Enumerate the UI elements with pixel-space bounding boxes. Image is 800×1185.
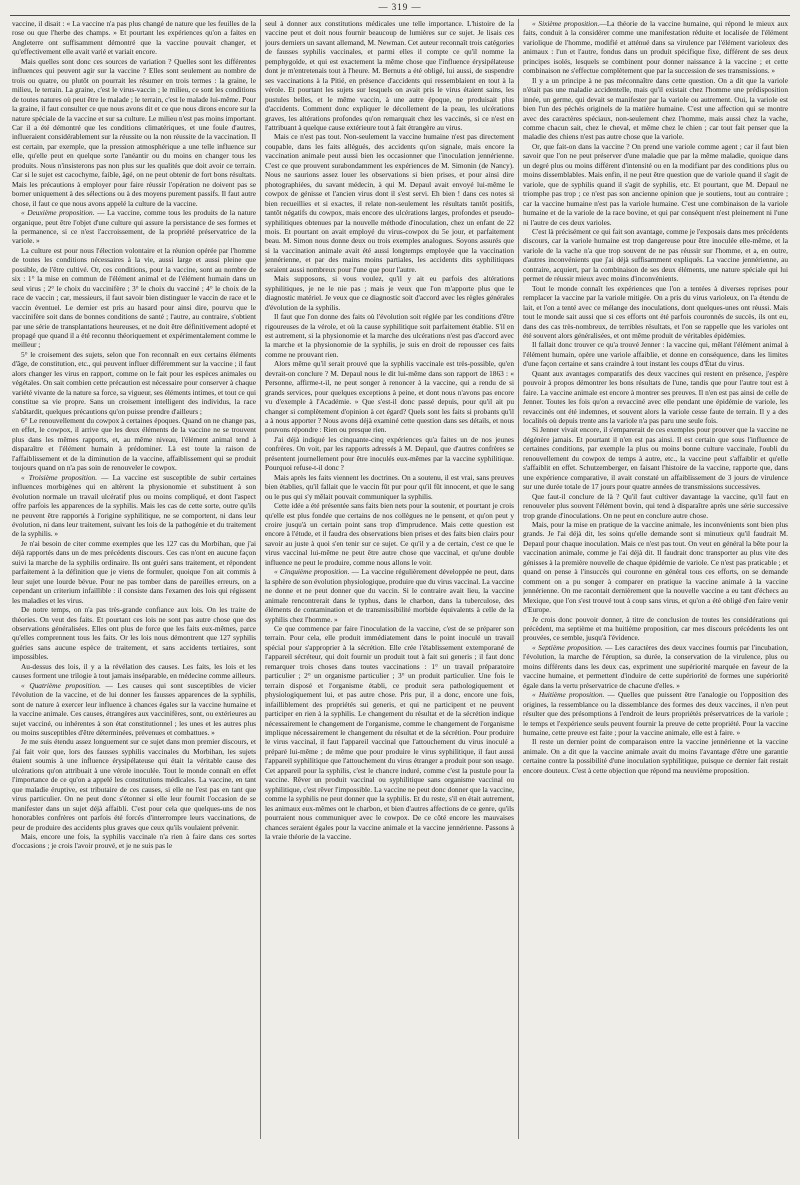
paragraph: Mais après les faits viennent les doctrines. On a soutenu, il est vrai, sans preuves bien établies, qu'il fallait que le vaccin fût pur pour qu'il fût innocent, et que le sang ou le pus qui s'y mêlait pouvait communiquer la syphilis. <box>265 472 514 501</box>
paragraph: Au-dessus des lois, il y a la révélation des causes. Les faits, les lois et les causes forment une trilogie à tout jamais inséparable, en médecine comme ailleurs. <box>12 661 256 681</box>
paragraph: seul à donner aux constitutions médicales une telle importance. L'histoire de la vaccine peut et doit nous fournir beaucoup de lumières sur ce sujet. Je lisais ces jours derniers un savant allemand, M. Newman. Cet auteur reconnaît trois catégories de fausses syphilis vaccinales, et parmi elles il compte ce qu'il nomme la pemphygoïde, et qui est exactement la même chose que l'influence érysipélateuse dont je m'entretenais tout à l'heure. M. Bernuts a été obligé, lui aussi, de suspendre ses vaccinations à la Pitié, en présence d'accidents qui ressemblaient en tout à la vérole. Et pourtant les sujets sur lesquels on avait pris le virus étaient sains, les pustules belles, et le même vaccin, à une autre époque, ne produisait plus d'accidents. Comment donc expliquer le décollement de la peau, les ulcérations graves, les altérations profondes qu'on remarquait chez les vaccinés, si ce n'est en l'attribuant à quelque cause extérieure tout à fait étrangère au virus. <box>265 19 514 132</box>
paragraph: Or, que fait-on dans la vaccine ? On prend une variole comme agent ; car il faut bien savoir que l'on ne peut préserver d'une maladie que par la même maladie, quoique dans un degré plus ou moins différent d'intensité ou en la modifiant par des conditions plus ou moins dissemblables. Mais enfin, il ne peut être question que de variole quand il s'agit de variole, que de syphilis quand il s'agit de syphilis, etc. Et pourtant, que M. Depaul ne triomphe pas trop ; ce n'est pas son ancienne opinion que je soutiens, tout au contraire ; car la vaccine humaine n'est pas la variole humaine. C'est une combinaison de la variole humaine et de la variole de la race bovine, et qui par conséquent n'est pleinement ni l'une ni l'autre de ces deux varioles. <box>523 141 788 227</box>
paragraph: Mais supposons, si vous voulez, qu'il y ait eu parfois des altérations syphilitiques, je ne le nie pas ; mais je veux que l'on m'apporte plus que le diagnostic matériel. Je veux que ce diagnostic soit d'accord avec les règles générales d'évolution de la syphilis. <box>265 274 514 312</box>
header-rule <box>10 15 790 16</box>
paragraph: Ce que commence par faire l'inoculation de la vaccine, c'est de se préparer son terrain. Pour cela, elle produit immédiatement dans le point inoculé un travail spécial pour s'approprier à la sécrétion. Elle crée l'établissement extemporané de l'appareil sécréteur, qui doit fournir un produit tout à fait sui generis ; il faut donc remarquer trois choses dans toutes vaccinations : 1° un travail préparatoire particulier ; 2° un organisme particulier ; 3° un produit particulier. Une fois le terrain disposé et l'organisme établi, ce produit sera pathologiquement et physiologiquement lui, et pas autre chose. Pris pur, il a donc, encore une fois, infailliblement des propriétés sui generis, et qui ne participent et ne peuvent participer en rien à la syphilis. Le changement du résultat et de la sécrétion indique nécessairement le changement de l'organisme, comme le changement de l'organisme implique nécessairement le changement du résultat et de la sécrétion. Pour produire le virus vaccinal, il faut l'appareil vaccinal que l'attouchement du virus inoculé a préparé lui-même ; de même que pour produire le virus syphilitique, il faut aussi l'appareil syphilitique que l'attouchement du virus étranger a produit pour son usage. Cet appareil pour la syphilis, c'est le chancre induré, comme c'est la pustule pour la vaccine. Rêver un produit vaccinal ou syphilitique sans organisme vaccinal ou syphilitique, c'est rêver l'impossible. La vaccine ne peut donc donner que la vaccine, comme la syphilis ne peut donner que la syphilis. Et du reste, s'il en était autrement, les animaux eux-mêmes ont le charbon, et bien d'autres affections de ce genre, qu'ils pourraient nous communiquer avec le cowpox. De ce côté encore les mauvaises chances seraient égales pour la vaccine animale et la vaccine jennérienne. Passons à la vraie théorie de la vaccine. <box>265 624 514 841</box>
paragraph: 5° le croisement des sujets, selon que l'on reconnaît en eux certains éléments d'âge, de constitution, etc., qui peuvent influer différemment sur la vaccine ; il faut alors changer les virus en rapport, comme on le fait pour les espèces animales ou végétales. On sait combien cette précaution est nécessaire pour conserver à chaque variété vivante de la nature sa force, sa vigueur, ses éléments intimes, et tout ce qui constitue sa vie propre. Sans un croisement intelligent des individus, la race s'abâtardit, quelques précautions qu'on puisse prendre d'ailleurs ; <box>12 349 256 416</box>
paragraph: Cette idée a été présentée sans faits bien nets pour la soutenir, et pourtant je crois qu'elle est plus fondée que certains de nos collègues ne le pensent, et qu'on peut y croire jusqu'à un certain point sans trop d'imprudence. Mais cette question est encore à l'étude, et il faudra des observations bien prises et des faits bien clairs pour savoir au juste à quoi s'en tenir sur ce sujet. Ce qu'il y a de certain, c'est ce que le virus vaccinal lui-même ne peut être autre chose que vaccinal, et qu'une double influence ne peut le produire, comme nous allons le voir. <box>265 501 514 567</box>
paragraph: Il y a un principe à ne pas méconnaître dans cette question. On a dit que la variole n'était pas une maladie accidentelle, mais qu'il existait chez l'homme une prédisposition innée, un germe, qui devait se manifester par la variole ou autrement. Oui, la variole est bien l'un des péchés originels de la matière humaine. C'est une affection qui se montre avec des caractères spéciaux, non-seulement chez l'homme, mais aussi chez la vache, comme chacun sait, chez le cheval, et même chez le chien ; car tout fait penser que la maladie des chiens n'est pas autre chose que la variole. <box>523 75 788 142</box>
proposition-paragraph <box>523 19 788 76</box>
proposition-text: — Les caractères des deux vaccines fournis par l'incubation, l'évolution, la marche de l'éruption, sa durée, la conservation de la virulence, plus ou moins différents dans les deux cas, expriment une supériorité marquée en faveur de la vaccine humaine, et permettent d'induire de cette supériorité de formes une supériorité égale dans la vertu préservatrice de chacune d'elles. » <box>523 642 788 690</box>
proposition-label: « Cinquième proposition. <box>274 567 350 577</box>
proposition-paragraph <box>12 473 256 539</box>
paragraph: Quant aux avantages comparatifs des deux vaccines qui restent en présence, j'espère pouvoir à propos démontrer les bons résultats de l'une, tandis que pour l'autre tout est à faire. La vaccine animale est encore à montrer ses preuves. Il n'en est pas ainsi de celle de Jenner. Toutes les fois qu'on a revacciné avec elle pendant une épidémie de variole, les revaccinés ont été indemnes, et souvent alors la variole cesse faute de terrain. Il y a des localités où depuis trente ans la variole n'a pas paru une seule fois. <box>523 368 788 426</box>
proposition-paragraph <box>12 681 256 738</box>
paragraph: Il faut que l'on donne des faits où l'évolution soit réglée par les conditions d'être rigoureuses de la vérole, et où la cause syphilitique soit parfaitement établie. S'il en est autrement, si la physionomie et la marche des ulcérations n'est pas d'accord avec la marche et la physionomie de la syphilis, je suis en droit de repousser ces faits comme ne prouvant rien. <box>265 312 514 359</box>
paragraph: Mais ce n'est pas tout. Non-seulement la vaccine humaine n'est pas directement coupable, dans les faits allégués, des accidents qu'on signale, mais encore la vaccination animale peut aussi bien les occasionner que l'inoculation jennérienne. C'est ce que prouvent surabondamment les expériences de M. Simonin (de Nancy). Nous ne saurions assez louer les observations si bien prises, et pour ainsi dire photographiées, du savant médecin, à qui M. Depaul avait envoyé lui-même le cowpox de génisse et l'ancien virus dont il s'est servi. Eh bien ! dans ces notes si bien recueillies et si exactes, il relate non-seulement les résultats tantôt positifs, tantôt négatifs du cowpox, mais encore des ulcérations larges, profondes et pseudo-syphilitiques obtenues par la nouvelle méthode d'inoculation, chez un enfant de 22 mois. Et pourtant on avait employé du virus-cowpox du 5e jour, et parfaitement beau. M. Simon nous donne deux ou trois exemples analogues. Soyons assurés que si la vaccination animale avait été aussi longtemps employée que la vaccination jennérienne, et par des mains moins partiales, les accidents dits syphilitiques seraient aussi nombreux pour l'une que pour l'autre. <box>265 132 514 274</box>
paragraph: Je crois donc pouvoir donner, à titre de conclusion de toutes les considérations qui précèdent, ma septième et ma huitième proposition, car mes discours précédents les ont prouvées, ce semble, jusqu'à l'évidence. <box>523 614 788 643</box>
proposition-label: « Huitième proposition. <box>532 690 605 700</box>
proposition-label: « Septième proposition. <box>532 642 603 652</box>
page-number: — 319 — <box>378 2 422 12</box>
proposition-paragraph <box>265 567 514 624</box>
paragraph: Mais, encore une fois, la syphilis vaccinale n'a rien à faire dans ces sortes d'occasions ; je crois l'avoir prouvé, et je ne suis pas le <box>12 831 256 851</box>
paragraph: Il reste un dernier point de comparaison entre la vaccine jennérienne et la vaccine animale. On a dit que la vaccine animale avait du moins l'avantage d'être une garantie certaine contre la possibilité d'une inoculation syphilitique, puisque ce dernier fait restait encore douteux. C'est à cette objection que répond ma neuvième proposition. <box>523 737 788 775</box>
proposition-paragraph <box>523 690 788 737</box>
paragraph: La culture est pour nous l'élection volontaire et la réunion opérée par l'homme de toutes les conditions nécessaires à la vie, aussi large et aussi pleine que possible, de l'être cultivé. Or, ces conditions, pour la vaccine, sont au nombre de six : 1° la mise en commun de l'élément animal et de l'élément humain dans un seul virus ; 2° le choix du vaccinifère ; 3° le choix du vacciné ; 4° le choix de la race de vaccin ; car, messieurs, il faut savoir bien distinguer le vaccin de race et le vaccin éventuel. Le dernier est pris au hasard pour ainsi dire, pourvu que le vaccinifère soit dans de bonnes conditions de santé ; l'autre, au contraire, s'obtient par une série de transplantations heureuses, et ne doit être définitivement adopté et propagé que quand il a été reconnu théoriquement et expérimentalement comme le meilleur ; <box>12 245 256 350</box>
paragraph: Que faut-il conclure de là ? Qu'il faut cultiver davantage la vaccine, qu'il faut en renouveler plus souvent l'élément bovin, qui tend à disparaître après une série successive trop grande d'inoculations. On ne peut en conclure autre chose. <box>523 491 788 520</box>
column-divider <box>260 19 261 1139</box>
paragraph: 6° Le renouvellement du cowpox à certaines époques. Quand on ne change pas, en effet, le cowpox, il arrive que les deux éléments de la vaccine ne se trouvent plus dans les mêmes rapports, et, au même niveau, l'élément animal tend à disparaître et l'élément humain à prédominer. Là est toute la raison de l'affaiblissement et de la diminution de la vaccine, affaiblissement qui se produit toujours quand on n'a pas soin de renouveler le cowpox. <box>12 416 256 473</box>
paragraph: Je n'ai besoin de citer comme exemples que les 127 cas du Morbihan, que j'ai déjà rapportés dans un de mes précédents discours. Ces cas n'ont en aucune façon suivi la marche de la syphilis ordinaire. Ils ont guéri sans traitement, et répondent parfaitement à la définition que je viens de formuler, quoique l'on ait commis à leur sujet une lourde bévue. Pour ne pas tomber dans de pareilles erreurs, on a cependant un criterium infaillible : il consiste dans l'examen des lois qui régissent les maladies et les virus. <box>12 538 256 605</box>
proposition-paragraph <box>12 208 256 246</box>
paragraph: vaccine, il disait : « La vaccine n'a pas plus changé de nature que les feuilles de la rose ou que l'herbe des champs. » Et pourtant les expériences qu'on a faites en Angleterre ont suffisamment démontré que la vaccine pouvait changer, et qu'effectivement elle avait varié et variait encore. <box>12 19 256 57</box>
paragraph: De notre temps, on n'a pas très-grande confiance aux lois. On les traite de théories. On veut des faits. Et pourtant ces lois ne sont pas autre chose que des observations généralisées. Elles ont plus de force que les faits eux-mêmes, parce qu'elles comprennent tous les faits. Or les lois nous démontrent que 127 syphilis guéries sans aucune espèce de traitement, et sans accidents tertiaires, sont impossibles. <box>12 605 256 662</box>
text-column-right <box>523 19 788 1179</box>
proposition-paragraph <box>523 643 788 690</box>
paragraph: Alors même qu'il serait prouvé que la syphilis vaccinale est très-possible, qu'en devrait-on conclure ? M. Depaul nous le dit lui-même dans son rapport de 1863 : « Personne, affirme-t-il, ne peut songer à renoncer à la vaccine, qui a rendu de si grands services, pour quelques exceptions à peine, et dont nous n'avons pas encore vu d'exemple à l'Académie. » Que s'est-il donc passé depuis, pour qu'il ait pu changer si complètement d'opinion à cet égard? Quels sont les faits si probants qu'il a à nous apporter ? Nous avons déjà examiné cette question dans ses détails, et nous pouvons répondre : Rien ou presque rien. <box>265 359 514 435</box>
proposition-label: « Troisième proposition. <box>21 472 98 482</box>
proposition-text: — La vaccine, comme tous les produits de la nature organique, peut être l'objet d'une culture qui assure la persistance de ses formes et la permanence, si ce n'est l'accroissement, de la propriété préservatrice de la variole. » <box>12 208 256 246</box>
paragraph: J'ai déjà indiqué les cinquante-cinq expériences qu'a faites un de nos jeunes confrères. On voit, par les rapports adressés à M. Depaul, que d'autres confrères se présentent journellement pour être inoculés eux-mêmes par la vaccine syphilitique. Pourquoi refuse-t-il donc ? <box>265 434 514 473</box>
proposition-text: — La vaccine régulièrement développée ne peut, dans la sphère de son évolution physiologique, produire que du virus vaccinal. La vaccine ne donne et ne peut donner que du vaccin. Si le contraire avait lieu, la vaccine animale rencontrerait dans le typhus, dans le charbon, dans la tuberculose, des éléments de contamination et de transmissibilité morbide équivalents à celle de la syphilis chez l'homme. » <box>265 567 514 624</box>
proposition-text: — La vaccine est susceptible de subir certaines influences morbigènes qui en altèrent la physionomie et substituent à son évolution normale un travail ulcératif plus ou moins compliqué, et dont l'aspect offre parfois les apparences de la syphilis. Mais les cas de cette sorte, outre qu'ils ne peuvent être rapportés à l'origine syphilitique, ne se comportent, ni dans leur évolution, ni dans leur traitement, suivant les lois de la pathogénie et du traitement de la syphilis. » <box>12 472 256 539</box>
proposition-text: —La théorie de la vaccine humaine, qui répond le mieux aux faits, conduit à la considérer comme une manifestation réduite et localisée de l'élément variolique de l'homme, modifié et atténué dans sa virulence par l'élément varioleux des animaux : l'un et l'autre, fondus dans un produit spécifique fixe, différent de ses deux principes isolés, lesquels se combinent pour donner naissance à la vaccine ; et cette combinaison ne s'effectue complètement que par la succession de ses transmissions. » <box>523 19 788 76</box>
paragraph: Si Jenner vivait encore, il s'emparerait de ces exemples pour prouver que la vaccine ne dégénère jamais. Et pourtant il n'en est pas ainsi. Il est certain que sous l'influence de certaines conditions, par exemple la plus ou moins bonne culture vaccinale, l'oubli du renouvellement du cowpox de temps à autre, etc., la vaccine peut s'affaiblir et qu'elle s'affaiblit en effet. Schutzemberger, en faisant l'histoire de la vaccine, rapporte que, dans une expérience comparative, il avait constaté un affaiblissement de 3 jours de virulence sur une durée totale de 17 jours pour quatre années de transmissions successives. <box>523 425 788 492</box>
proposition-label: « Sixième proposition. <box>532 19 600 28</box>
paragraph: C'est là précisément ce qui fait son avantage, comme je l'exposais dans mes précédents discours, car la variole humaine est trop dangereuse pour être inoculée elle-même, et la variole de la vache n'a que trop souvent de ne pas réussir sur l'homme, et a, en outre, d'autres inconvénients que j'ai déjà suffisamment expliqués. La vaccine jennérienne, au contraire, acquiert, par la combinaison de ses deux éléments, une nature spéciale qui lui permet de réussir mieux avec moins d'inconvénients. <box>523 226 788 284</box>
column-divider <box>518 19 519 1139</box>
proposition-label: « Quatrième proposition. <box>21 680 101 690</box>
text-column-middle <box>265 19 514 1179</box>
paragraph: Tout le monde connaît les expériences que l'on a tentées à diverses reprises pour remplacer la vaccine par la variole mitigée. On a pris du virus varioleux, on l'a étendu de lait, et l'on a tenté avec ce mélange des inoculations, dont quelques-unes ont réussi. Mais tout le monde sait aussi que si ces efforts ont été parfois couronnés de succès, ils ont eu, dans des cas très-nombreux, de terribles résultats, et l'on se rappelle que les varioles ont été souvent alors généralisées, et ont même produit de véritables épidémies. <box>523 283 788 340</box>
paragraph: Mais, pour la mise en pratique de la vaccine animale, les inconvénients sont bien plus grands. Je l'ai déjà dit, les soins qu'elle demande sont si minutieux qu'il faudrait M. Depaul pour chaque inoculation. Mais ce n'est pas tout. On veut en général la bête pour la vaccination animale, comme je l'ai déjà dit. Il faudrait donc transporter au plus vite des génisses à la première nouvelle de chaque épidémie de variole. Ce n'est pas praticable ; et quand on pense à l'insuccès qui couronne en général tous ces efforts, on se demande comment on a pu songer à comparer en pratique la vaccine animale à la vaccine jennérienne. On me racontait dernièrement que la nouvelle vaccine a eu tant d'échecs au Mexique, que l'on s'est trouvé tout à coup sans virus, et qu'on a été obligé d'en faire venir d'Europe. <box>523 520 788 615</box>
proposition-label: « Deuxième proposition. <box>21 208 95 218</box>
proposition-text: — Les causes qui sont susceptibles de vicier l'évolution de la vaccine, et de lui donner les fausses apparences de la syphilis, sont de nature à exercer leur influence à chances égales sur la vaccine humaine et la vaccine animale. Ces causes, étrangères aux vaccinifères, sont, ou extérieures au sujet vacciné, ou inhérentes à son état constitutionnel ; les unes et les autres plus ou moins susceptibles d'être déterminées, prévenues et combattues. » <box>12 680 256 737</box>
paragraph: Je me suis étendu assez longuement sur ce sujet dans mon premier discours, et j'ai fait voir que, lors des fausses syphilis vaccinales du Morbihan, les sujets étaient soumis à une influence érysipélateuse qui était la véritable cause des ulcérations qu'on attribuait à une vérole inoculée. Tout le monde connaît en effet l'importance de ce qu'on a appelé les constitutions médicales. La vaccine, en tant que maladie éruptive, est tributaire de ces causes, si elle ne l'est pas en tant que virus particulier. On ne peut donc s'étonner si elle leur fournit l'occasion de se manifester dans un sujet déjà affaibli. C'est pour cela que quelques-uns de nos honorables confrères ont parfois été forcés d'interrompre leurs vaccinations, de peur de produire des accidents plus graves que ceux qu'ils voulaient prévenir. <box>12 737 256 832</box>
proposition-text: — Quelles que puissent être l'analogie ou l'opposition des origines, la ressemblance ou la dissemblance des formes des deux vaccines, il n'en peut résulter que des présomptions à l'endroit de leurs propriétés préservatrices de la variole ; le temps et l'expérience seuls peuvent fournir la preuve de cette propriété. Pour la vaccine humaine, cette preuve est faite ; pour la vaccine animale, elle est à faire. » <box>523 690 788 737</box>
paragraph: Il fallait donc trouver ce qu'a trouvé Jenner : la vaccine qui, mêlant l'élément animal à l'élément humain, opère une variole affaiblie, et donne en conséquence, dans les limites d'une façon certaine et sans craindre à tout instant les coups d'État du virus. <box>523 340 788 369</box>
text-column-left <box>12 19 256 1179</box>
paragraph: Mais quelles sont donc ces sources de variation ? Quelles sont les différentes influences qui peuvent agir sur la vaccine ? Elles sont seulement au nombre de trois ou quatre, ou plutôt on pourrait les résumer en trois termes : la graine, le milieu, le terrain. La graine, c'est le virus-vaccin ; le milieu, ce sont les conditions de toutes natures où peut être le malade ; le terrain, c'est le malade lui-même. Pour la graine, il faut consulter ce que nous avons dit et ce que nous dirons encore sur la nature spéciale de la vaccine et sur sa culture. Le milieu n'est pas moins important. Car il a été démontré que les conditions climatériques, et une foule d'autres, influeraient considérablement sur la réussite ou la non réussite de la vaccination. Il est certain, par exemple, que la pression atmosphérique a une telle influence sur elle, qu'elle peut en quelque sorte l'anéantir ou du moins en changer tous les produits. Nous n'insisterons pas non plus sur les qualités que doit avoir ce terrain. Car si le sujet est cacochyme, faible, âgé, on ne peut obtenir de fort bons résultats. Mais les précautions à employer pour faire réussir l'opération ne doivent pas se borner uniquement à des sélections ou à des moyens purement passifs. Il faut autre chose, il faut ce que nous avons appelé la culture de la vaccine. <box>12 56 256 208</box>
